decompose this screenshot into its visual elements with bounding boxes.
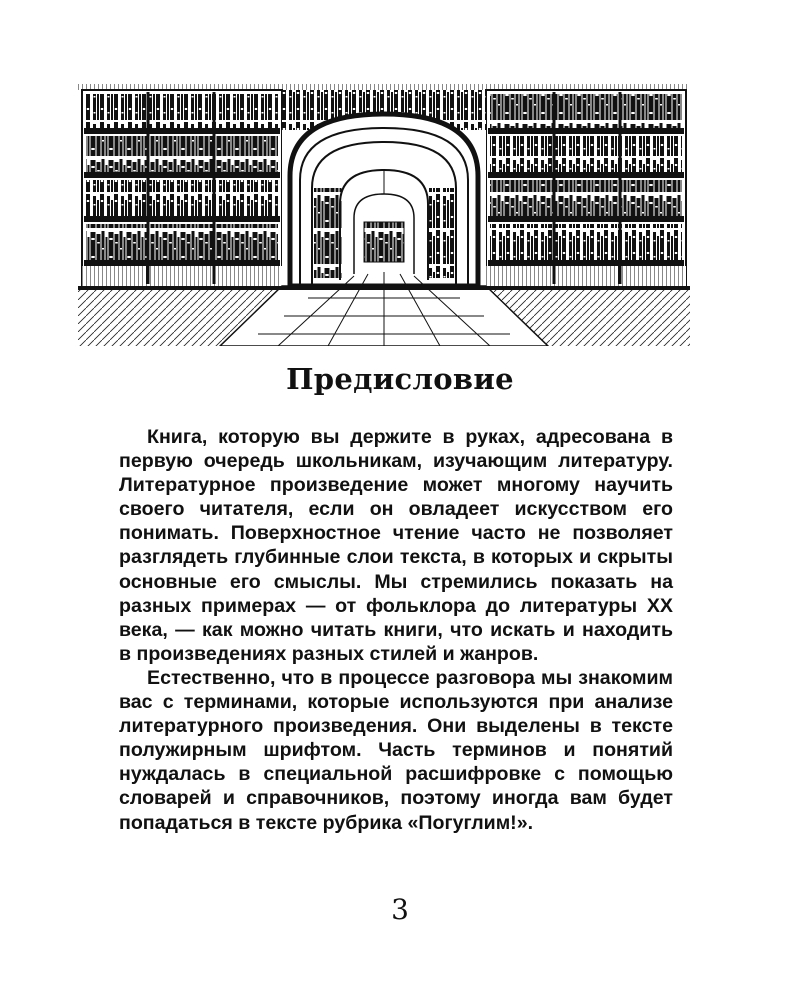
paragraph-2: Естественно, что в процессе разговора мы знакомим вас с терминами, которые используются при анализе литературного произведения. Они выделены в тексте полужирным шрифтом. Часть терминов и понятий нуждалась в специальной расшифровке с помощью словарей и справочников, поэтому иногда вам будет попадаться в тексте рубрика «Погуглим!». <box>119 666 673 834</box>
chapter-title: Предисловие <box>286 362 514 396</box>
archway <box>282 90 486 286</box>
body-text <box>119 425 673 835</box>
page-number: 3 <box>391 893 409 926</box>
left-bookcase <box>82 90 282 286</box>
paragraph-1: Книга, которую вы держите в руках, адресована в первую очередь школьникам, изучающим литературу. Литературное произведение может многому научить своего читателя, если он овладеет искусством его понимать. Поверхностное чтение часто не позволяет разглядеть глубинные слои текста, в которых и скрыты основные его смыслы. Мы стремились показать на разных примерах — от фольклора до литературы XX века, — как можно читать книги, что искать и находить в произведениях разных стилей и жанров. <box>119 426 673 665</box>
right-bookcase <box>486 90 686 286</box>
library-archway-illustration <box>78 84 690 346</box>
